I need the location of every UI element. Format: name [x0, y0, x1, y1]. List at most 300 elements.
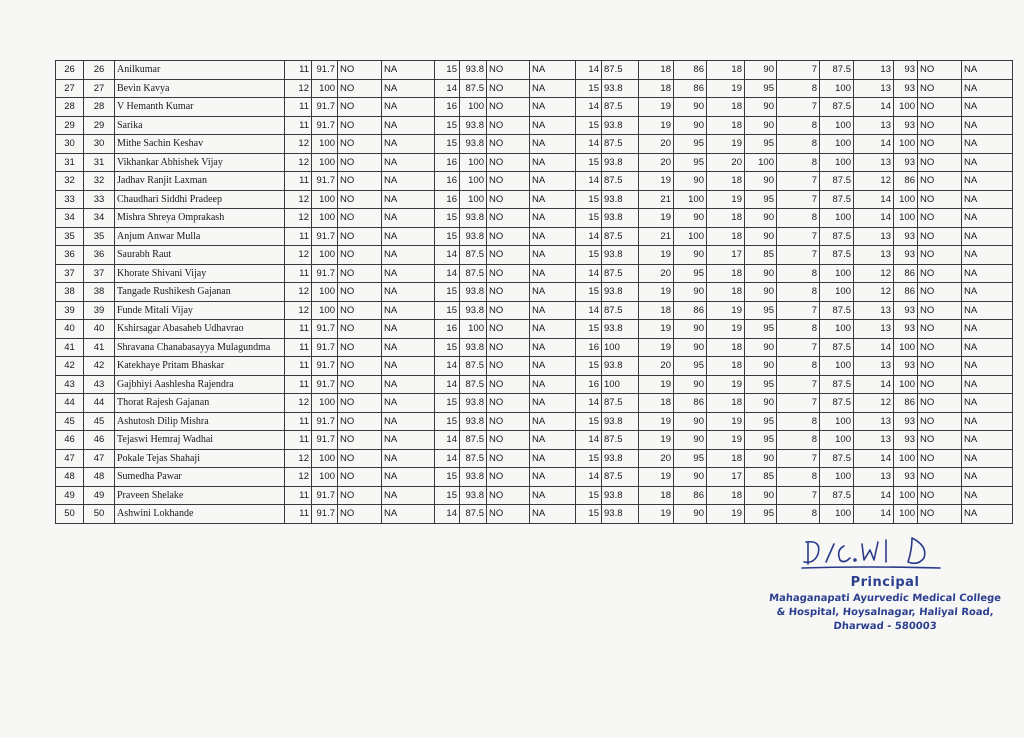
table-cell: 87.5 — [820, 486, 854, 505]
table-cell: NA — [530, 153, 576, 172]
table-cell: 16 — [435, 98, 460, 117]
table-cell: 14 — [576, 135, 602, 154]
table-cell: 7 — [777, 98, 820, 117]
table-cell: 100 — [820, 209, 854, 228]
table-cell: 44 — [84, 394, 115, 413]
table-cell: 100 — [602, 375, 639, 394]
table-cell: NO — [918, 135, 962, 154]
table-cell: NO — [918, 283, 962, 302]
table-cell: 90 — [674, 505, 707, 524]
table-cell: NA — [382, 486, 435, 505]
table-cell: 48 — [84, 468, 115, 487]
table-cell: 14 — [435, 431, 460, 450]
table-cell: 15 — [435, 394, 460, 413]
table-cell: 90 — [674, 172, 707, 191]
table-cell: 15 — [435, 61, 460, 80]
table-cell: 8 — [777, 79, 820, 98]
table-cell: 91.7 — [312, 172, 338, 191]
table-cell: NA — [530, 486, 576, 505]
table-cell: 100 — [894, 486, 918, 505]
table-cell: 18 — [639, 61, 674, 80]
table-cell: 87.5 — [820, 98, 854, 117]
table-cell: 12 — [285, 394, 312, 413]
table-cell: NO — [487, 79, 530, 98]
table-cell: 45 — [84, 412, 115, 431]
table-cell: 93 — [894, 468, 918, 487]
table-cell: 28 — [56, 98, 84, 117]
table-cell: NA — [530, 431, 576, 450]
table-cell: NO — [338, 449, 382, 468]
table-cell: 19 — [707, 190, 745, 209]
table-cell: 95 — [674, 264, 707, 283]
table-cell: 100 — [312, 79, 338, 98]
table-cell: NA — [962, 320, 1013, 339]
table-cell: 93.8 — [602, 153, 639, 172]
table-cell: 21 — [639, 227, 674, 246]
table-cell: 87.5 — [460, 264, 487, 283]
table-cell: 11 — [285, 264, 312, 283]
table-cell: NO — [918, 412, 962, 431]
table-cell: 19 — [639, 209, 674, 228]
table-cell: 13 — [854, 61, 894, 80]
table-cell: 95 — [745, 505, 777, 524]
student-name-cell: Bevin Kavya — [115, 79, 285, 98]
table-cell: 13 — [854, 227, 894, 246]
table-cell: 100 — [312, 468, 338, 487]
table-cell: 14 — [435, 505, 460, 524]
table-cell: 11 — [285, 357, 312, 376]
table-cell: 15 — [435, 116, 460, 135]
principal-stamp — [760, 575, 1010, 634]
table-row — [56, 98, 1013, 117]
table-cell: 14 — [854, 338, 894, 357]
table-cell: 91.7 — [312, 227, 338, 246]
table-cell: 93.8 — [460, 301, 487, 320]
table-cell: 87.5 — [820, 61, 854, 80]
table-row — [56, 431, 1013, 450]
table-cell: 19 — [639, 505, 674, 524]
table-cell: 100 — [894, 505, 918, 524]
table-cell: 87.5 — [602, 98, 639, 117]
table-cell: 87.5 — [460, 246, 487, 265]
table-cell: 100 — [894, 338, 918, 357]
table-cell: 31 — [84, 153, 115, 172]
table-cell: 12 — [285, 283, 312, 302]
table-cell: 13 — [854, 246, 894, 265]
table-row — [56, 172, 1013, 191]
table-cell: 100 — [460, 98, 487, 117]
table-cell: 32 — [84, 172, 115, 191]
table-cell: 35 — [84, 227, 115, 246]
table-cell: 93 — [894, 301, 918, 320]
table-cell: NO — [338, 172, 382, 191]
table-cell: 12 — [854, 394, 894, 413]
table-cell: 14 — [576, 431, 602, 450]
student-name-cell: Kshirsagar Abasaheb Udhavrao — [115, 320, 285, 339]
table-row — [56, 412, 1013, 431]
table-cell: NO — [487, 153, 530, 172]
table-cell: 93.8 — [460, 116, 487, 135]
table-cell: NO — [918, 264, 962, 283]
student-name-cell: Anilkumar — [115, 61, 285, 80]
table-cell: 100 — [820, 412, 854, 431]
table-cell: 44 — [56, 394, 84, 413]
table-cell: NO — [487, 431, 530, 450]
table-cell: 19 — [639, 246, 674, 265]
table-cell: 19 — [707, 79, 745, 98]
table-cell: 14 — [854, 209, 894, 228]
table-row — [56, 135, 1013, 154]
table-cell: 100 — [312, 153, 338, 172]
table-cell: 7 — [777, 227, 820, 246]
table-cell: NA — [530, 357, 576, 376]
table-cell: NO — [487, 283, 530, 302]
table-cell: 13 — [854, 357, 894, 376]
table-cell: NA — [382, 246, 435, 265]
table-cell: NO — [918, 190, 962, 209]
table-cell: NO — [918, 486, 962, 505]
table-cell: NA — [382, 264, 435, 283]
table-cell: NA — [530, 172, 576, 191]
table-cell: 100 — [312, 246, 338, 265]
table-cell: 8 — [777, 357, 820, 376]
table-cell: 14 — [854, 505, 894, 524]
table-cell: NO — [918, 227, 962, 246]
table-cell: NO — [338, 98, 382, 117]
table-cell: 15 — [435, 227, 460, 246]
table-cell: 90 — [674, 375, 707, 394]
table-cell: 15 — [435, 135, 460, 154]
table-cell: 90 — [674, 431, 707, 450]
table-cell: 14 — [854, 98, 894, 117]
table-cell: 37 — [84, 264, 115, 283]
table-cell: 93.8 — [602, 246, 639, 265]
table-cell: 93.8 — [460, 338, 487, 357]
table-cell: 93.8 — [460, 412, 487, 431]
table-cell: 41 — [56, 338, 84, 357]
table-cell: NA — [962, 449, 1013, 468]
table-cell: 38 — [56, 283, 84, 302]
student-name-cell: Ashutosh Dilip Mishra — [115, 412, 285, 431]
table-cell: 95 — [745, 320, 777, 339]
table-cell: 93.8 — [460, 468, 487, 487]
table-cell: 100 — [820, 264, 854, 283]
table-cell: 11 — [285, 98, 312, 117]
table-cell: 13 — [854, 116, 894, 135]
table-cell: 16 — [435, 190, 460, 209]
table-cell: NO — [487, 301, 530, 320]
table-cell: 93 — [894, 227, 918, 246]
table-cell: 12 — [285, 135, 312, 154]
table-cell: 90 — [674, 98, 707, 117]
table-cell: 93.8 — [460, 486, 487, 505]
table-cell: 18 — [707, 357, 745, 376]
table-cell: 13 — [854, 153, 894, 172]
table-row — [56, 190, 1013, 209]
table-cell: 18 — [707, 61, 745, 80]
stamp-line-3: Dharwad - 580003 — [833, 621, 937, 632]
table-cell: 93.8 — [602, 357, 639, 376]
table-cell: 33 — [84, 190, 115, 209]
table-cell: NA — [530, 209, 576, 228]
table-cell: 43 — [56, 375, 84, 394]
table-cell: 100 — [894, 375, 918, 394]
table-cell: 14 — [576, 394, 602, 413]
table-cell: 7 — [777, 61, 820, 80]
table-cell: 100 — [312, 190, 338, 209]
table-cell: 20 — [639, 264, 674, 283]
table-cell: 18 — [707, 283, 745, 302]
table-cell: NO — [487, 468, 530, 487]
table-cell: 91.7 — [312, 486, 338, 505]
table-cell: 95 — [674, 135, 707, 154]
table-cell: 19 — [707, 375, 745, 394]
table-cell: 91.7 — [312, 505, 338, 524]
table-cell: 42 — [84, 357, 115, 376]
table-cell: 18 — [707, 227, 745, 246]
table-cell: NO — [487, 394, 530, 413]
table-cell: 8 — [777, 320, 820, 339]
table-cell: 87.5 — [602, 394, 639, 413]
table-cell: NO — [918, 449, 962, 468]
table-cell: 15 — [576, 153, 602, 172]
table-cell: NO — [918, 357, 962, 376]
table-cell: 13 — [854, 301, 894, 320]
table-cell: 12 — [854, 283, 894, 302]
table-cell: 30 — [84, 135, 115, 154]
table-cell: 93.8 — [460, 283, 487, 302]
table-cell: 8 — [777, 153, 820, 172]
student-name-cell: V Hemanth Kumar — [115, 98, 285, 117]
table-cell: 100 — [820, 505, 854, 524]
table-cell: 87.5 — [820, 375, 854, 394]
table-cell: 14 — [435, 357, 460, 376]
table-cell: 87.5 — [460, 449, 487, 468]
table-cell: 16 — [576, 338, 602, 357]
table-cell: 18 — [707, 486, 745, 505]
table-cell: NA — [962, 79, 1013, 98]
student-name-cell: Thorat Rajesh Gajanan — [115, 394, 285, 413]
table-row — [56, 486, 1013, 505]
table-cell: NA — [530, 449, 576, 468]
table-cell: NA — [530, 227, 576, 246]
table-cell: 15 — [576, 320, 602, 339]
table-cell: 12 — [285, 246, 312, 265]
table-cell: NA — [382, 449, 435, 468]
table-cell: 7 — [777, 338, 820, 357]
table-cell: NA — [382, 283, 435, 302]
table-cell: 95 — [745, 431, 777, 450]
table-cell: NO — [487, 264, 530, 283]
table-cell: 16 — [435, 153, 460, 172]
student-name-cell: Gajbhiyi Aashlesha Rajendra — [115, 375, 285, 394]
table-cell: 93.8 — [602, 190, 639, 209]
table-cell: 90 — [745, 116, 777, 135]
table-cell: 18 — [639, 79, 674, 98]
table-cell: 47 — [84, 449, 115, 468]
table-cell: 100 — [894, 449, 918, 468]
table-cell: NA — [962, 116, 1013, 135]
table-cell: 87.5 — [602, 431, 639, 450]
table-cell: 27 — [84, 79, 115, 98]
table-cell: 15 — [435, 283, 460, 302]
table-cell: NA — [530, 505, 576, 524]
student-name-cell: Ashwini Lokhande — [115, 505, 285, 524]
table-cell: 7 — [777, 301, 820, 320]
table-cell: 17 — [707, 246, 745, 265]
table-cell: 15 — [576, 190, 602, 209]
table-cell: 93.8 — [602, 449, 639, 468]
table-cell: 100 — [820, 320, 854, 339]
table-cell: 93.8 — [460, 394, 487, 413]
student-name-cell: Shravana Chanabasayya Mulagundma — [115, 338, 285, 357]
table-cell: 87.5 — [820, 190, 854, 209]
table-cell: NO — [487, 98, 530, 117]
table-cell: 11 — [285, 505, 312, 524]
table-cell: 19 — [639, 283, 674, 302]
table-cell: NA — [962, 209, 1013, 228]
table-cell: 14 — [576, 98, 602, 117]
table-cell: 13 — [854, 412, 894, 431]
table-cell: 14 — [576, 227, 602, 246]
table-cell: 87.5 — [602, 264, 639, 283]
table-cell: 95 — [745, 190, 777, 209]
table-cell: 34 — [56, 209, 84, 228]
table-cell: NO — [487, 135, 530, 154]
table-cell: 8 — [777, 135, 820, 154]
table-row — [56, 116, 1013, 135]
table-cell: NA — [530, 320, 576, 339]
table-cell: 90 — [745, 61, 777, 80]
table-cell: NA — [530, 264, 576, 283]
table-cell: NA — [962, 61, 1013, 80]
table-cell: 90 — [745, 264, 777, 283]
table-cell: NO — [918, 320, 962, 339]
table-cell: NA — [962, 283, 1013, 302]
table-cell: NA — [530, 190, 576, 209]
table-cell: NO — [338, 153, 382, 172]
table-cell: 39 — [56, 301, 84, 320]
table-cell: 13 — [854, 468, 894, 487]
table-cell: 27 — [56, 79, 84, 98]
table-cell: 14 — [435, 264, 460, 283]
table-cell: 42 — [56, 357, 84, 376]
table-row — [56, 227, 1013, 246]
student-name-cell: Anjum Anwar Mulla — [115, 227, 285, 246]
table-cell: NO — [918, 153, 962, 172]
table-cell: 15 — [435, 338, 460, 357]
table-cell: 100 — [820, 431, 854, 450]
table-cell: NA — [382, 98, 435, 117]
table-cell: NA — [962, 486, 1013, 505]
table-cell: 100 — [894, 135, 918, 154]
table-cell: 14 — [576, 172, 602, 191]
table-cell: 7 — [777, 246, 820, 265]
table-cell: 14 — [576, 61, 602, 80]
table-cell: 12 — [854, 264, 894, 283]
table-cell: 91.7 — [312, 357, 338, 376]
table-cell: NO — [487, 375, 530, 394]
table-cell: 95 — [745, 412, 777, 431]
table-cell: 12 — [285, 190, 312, 209]
table-cell: 93.8 — [602, 412, 639, 431]
table-cell: 87.5 — [820, 394, 854, 413]
table-cell: 100 — [312, 283, 338, 302]
table-cell: NA — [962, 375, 1013, 394]
table-cell: 19 — [639, 375, 674, 394]
table-cell: NO — [338, 486, 382, 505]
table-cell: 36 — [84, 246, 115, 265]
table-cell: NO — [918, 505, 962, 524]
table-cell: 8 — [777, 283, 820, 302]
table-cell: 12 — [285, 79, 312, 98]
table-cell: NA — [962, 431, 1013, 450]
table-cell: NA — [962, 394, 1013, 413]
table-cell: 90 — [745, 172, 777, 191]
table-cell: NO — [487, 246, 530, 265]
table-cell: 50 — [84, 505, 115, 524]
table-cell: 19 — [707, 301, 745, 320]
table-cell: NO — [338, 357, 382, 376]
table-cell: 8 — [777, 116, 820, 135]
table-row — [56, 357, 1013, 376]
table-cell: 7 — [777, 172, 820, 191]
table-cell: NA — [962, 172, 1013, 191]
table-cell: 11 — [285, 227, 312, 246]
table-cell: 87.5 — [602, 135, 639, 154]
table-cell: 14 — [854, 375, 894, 394]
table-cell: NO — [338, 431, 382, 450]
table-cell: 93 — [894, 61, 918, 80]
table-cell: 91.7 — [312, 338, 338, 357]
table-cell: 7 — [777, 375, 820, 394]
table-cell: NA — [530, 301, 576, 320]
table-cell: NO — [918, 98, 962, 117]
table-cell: 15 — [435, 301, 460, 320]
table-cell: 14 — [435, 375, 460, 394]
table-cell: 15 — [435, 468, 460, 487]
table-cell: NO — [338, 116, 382, 135]
table-cell: NA — [530, 283, 576, 302]
table-cell: NO — [338, 264, 382, 283]
table-cell: 86 — [674, 486, 707, 505]
table-cell: NA — [962, 338, 1013, 357]
table-cell: 91.7 — [312, 98, 338, 117]
table-cell: 19 — [707, 412, 745, 431]
table-cell: 87.5 — [602, 301, 639, 320]
table-cell: 46 — [84, 431, 115, 450]
table-cell: 90 — [745, 338, 777, 357]
table-cell: 15 — [576, 505, 602, 524]
table-cell: 15 — [435, 412, 460, 431]
table-cell: NO — [338, 505, 382, 524]
table-cell: 21 — [639, 190, 674, 209]
table-cell: 90 — [745, 98, 777, 117]
table-row — [56, 468, 1013, 487]
table-cell: 7 — [777, 394, 820, 413]
table-cell: 19 — [639, 172, 674, 191]
table-cell: NO — [487, 227, 530, 246]
table-row — [56, 375, 1013, 394]
table-cell: 7 — [777, 486, 820, 505]
table-cell: 19 — [639, 412, 674, 431]
table-cell: NA — [962, 468, 1013, 487]
table-cell: 93.8 — [602, 283, 639, 302]
table-cell: NA — [382, 357, 435, 376]
table-cell: 86 — [894, 394, 918, 413]
table-cell: NO — [487, 338, 530, 357]
table-cell: 15 — [576, 412, 602, 431]
